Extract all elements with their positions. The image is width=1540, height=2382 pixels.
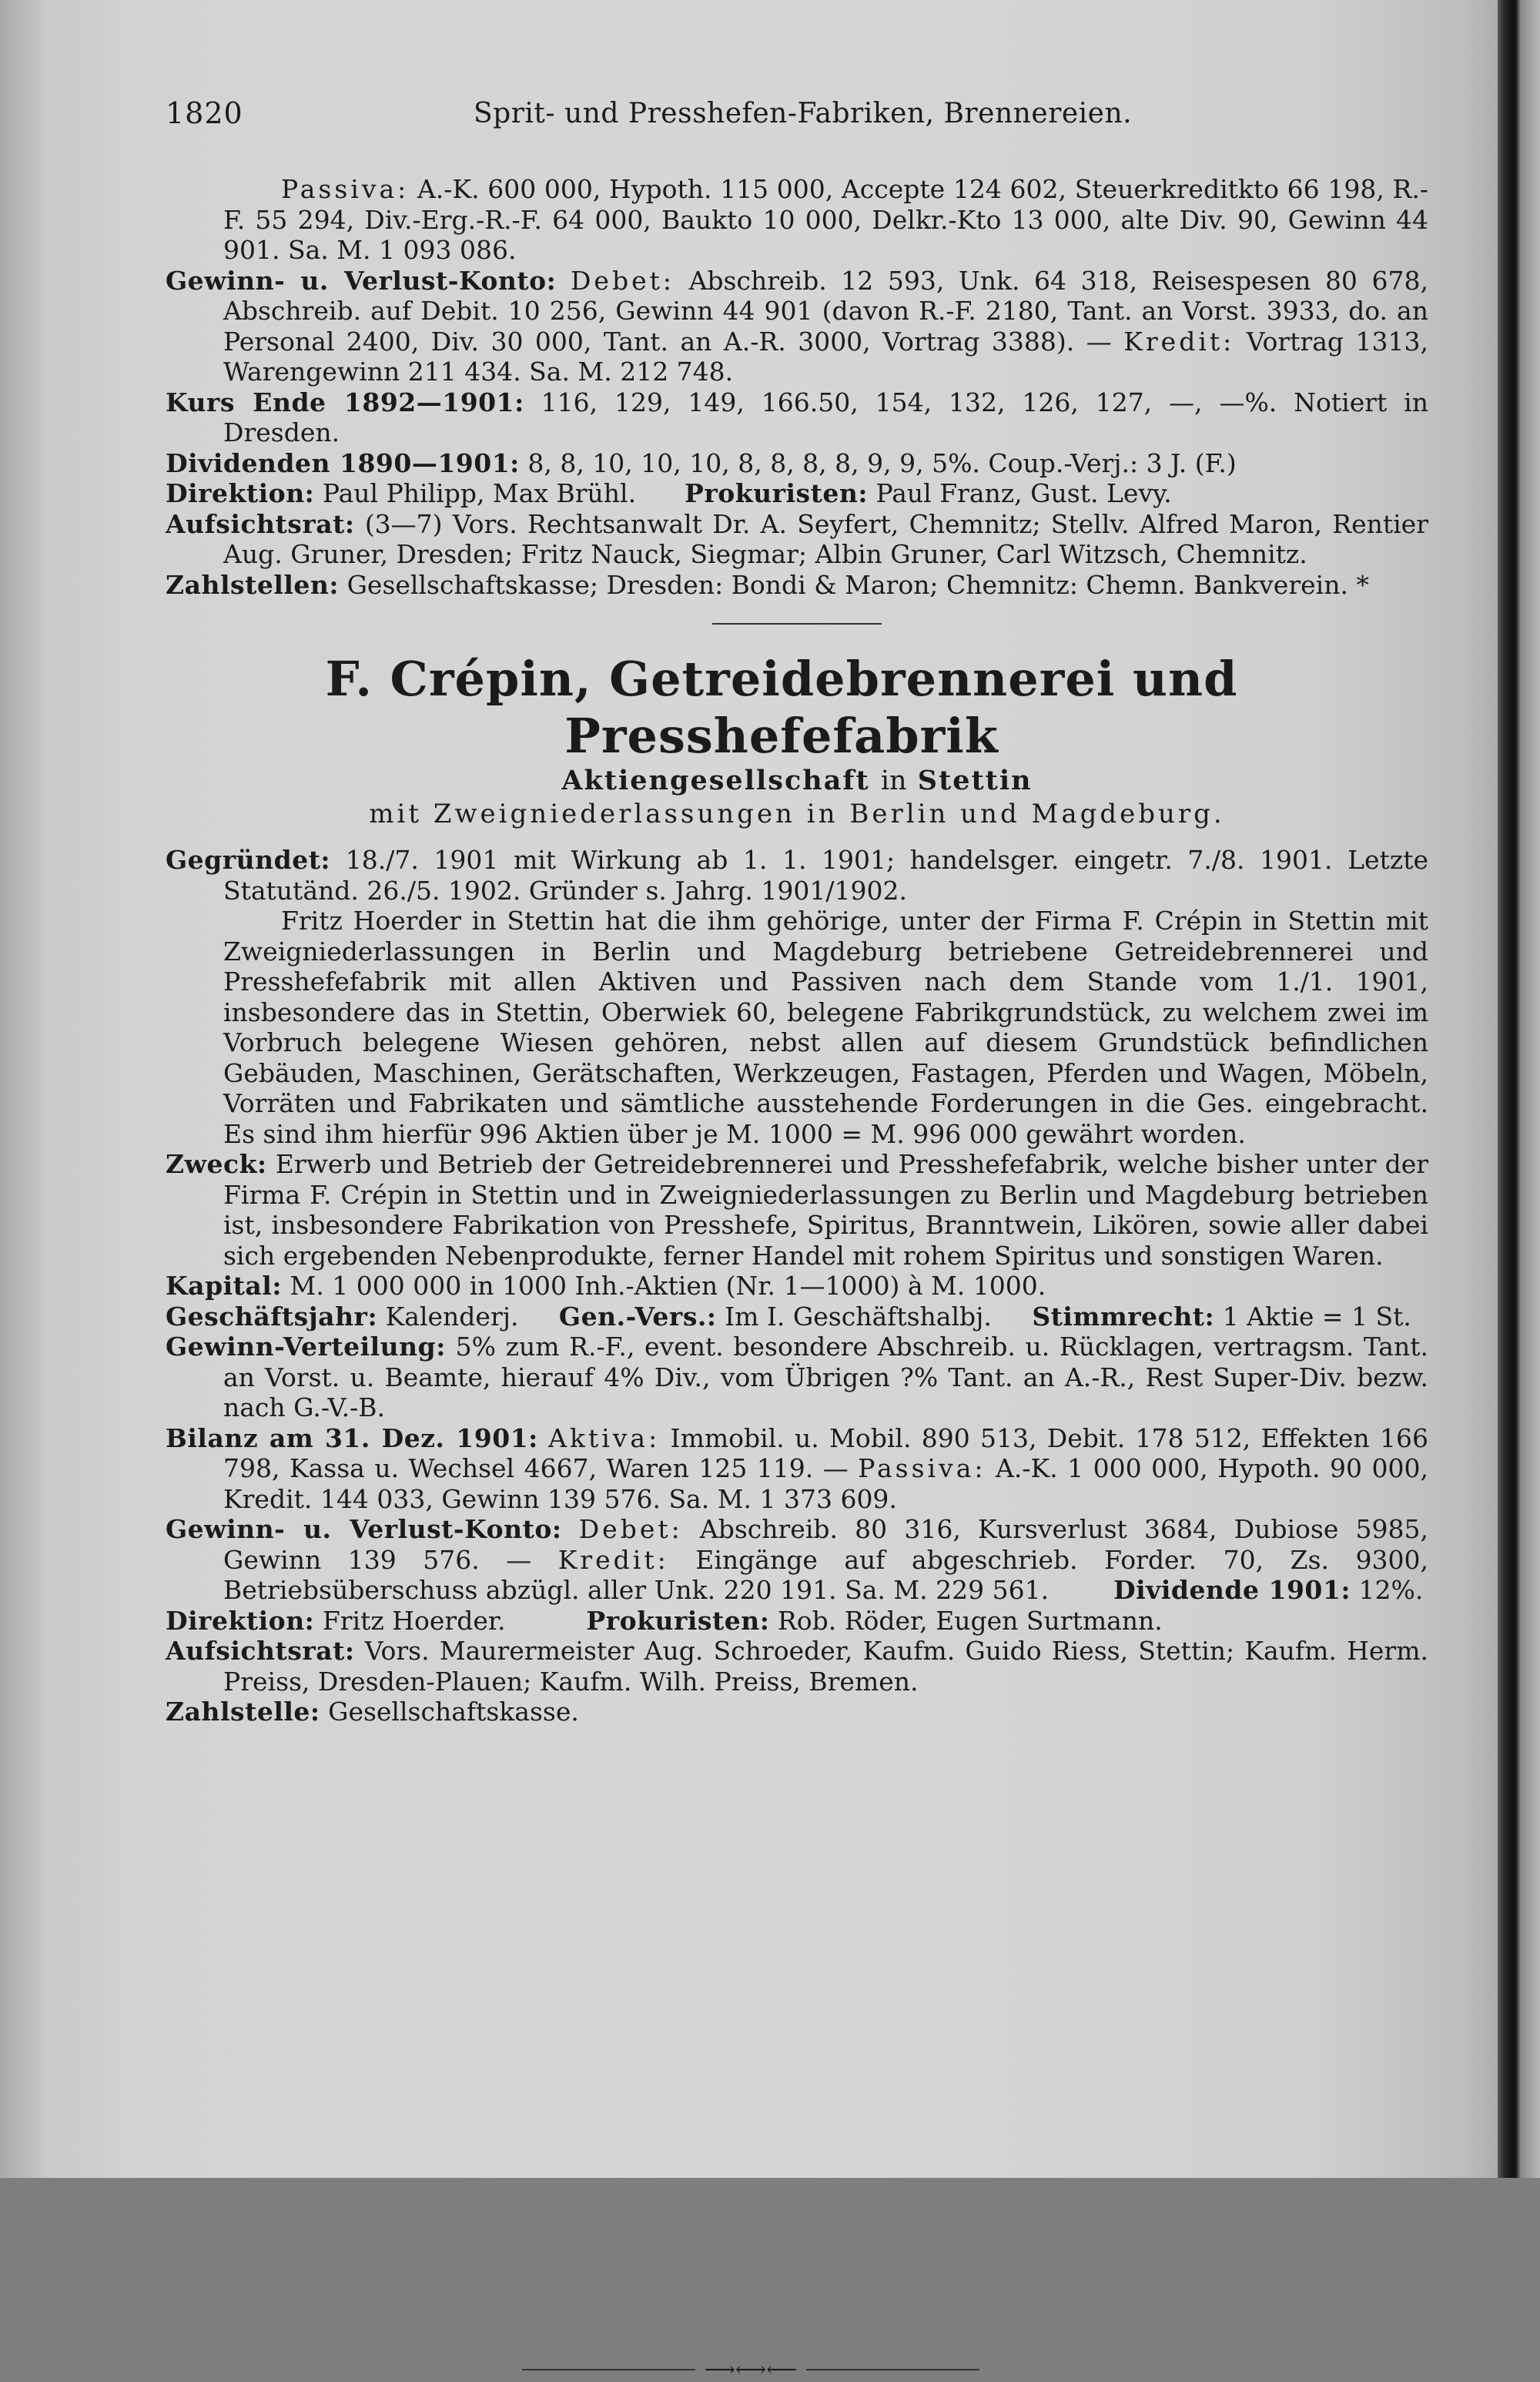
bilanz-passiva-text: A.-K. 1 000 000, Hypoth. 90 000, Kredit. 144 033, Gewinn 139 576. Sa. M. 1 373 609. xyxy=(223,1453,1428,1514)
gewinnverteilung-text: 5% zum R.-F., event. besondere Abschreib. u. Rücklagen, vertragsm. Tant. an Vorst. u. Beamte, hierauf 4% Div., vom Übrigen ?% Tant. an A.-R., Rest Super-Div. bezw. nach G.-V.-B. xyxy=(223,1332,1428,1422)
company-type-in: in xyxy=(880,766,907,796)
prev-direktion-text: Paul Philipp, Max Brühl. xyxy=(322,478,637,508)
prokuristen-label: Prokuristen: xyxy=(586,1605,770,1636)
stimmrecht-label: Stimmrecht: xyxy=(1032,1301,1215,1332)
zahlstelle-label: Zahlstelle: xyxy=(166,1697,320,1727)
end-ornament-line-right xyxy=(806,2369,979,2370)
prev-guv-debet-text: Abschreib. 12 593, Unk. 64 318, Reisespesen 80 678, Abschreib. auf Debit. 10 256, Gewinn 44 901 (davon R.-F. 2180, Tant. an Vorst. 3933, do. an Personal 2400, Div. 30 000, Tant. an A.-R. 3000, Vortrag 3388). — xyxy=(223,265,1428,357)
bilanz-passiva-label: Passiva: xyxy=(858,1453,986,1483)
guv-kredit-text: Eingänge auf abgeschrieb. Forder. 70, Zs. 9300, Betriebsüberschuss abzügl. aller Unk. 220 191. Sa. M. 229 561. xyxy=(223,1544,1428,1605)
end-ornament-line-left xyxy=(522,2369,695,2370)
geschaeftsjahr-label: Geschäftsjahr: xyxy=(166,1301,378,1332)
zahlstelle xyxy=(166,1697,1428,1727)
geschaeftsjahr xyxy=(166,1302,1428,1332)
gegruendet-text: 18./7. 1901 mit Wirkung ab 1. 1. 1901; handelsger. eingetr. 7./8. 1901. Letzte Statutänd. 26./5. 1902. Gründer s. Jahrg. 1901/1902. xyxy=(223,845,1428,906)
gegruendet-label: Gegründet: xyxy=(166,845,331,875)
company-type xyxy=(166,765,1428,797)
running-title: Sprit- und Presshefen-Fabriken, Brennereien. xyxy=(474,98,1133,129)
zweck-label: Zweck: xyxy=(166,1149,267,1179)
prev-kurs xyxy=(166,387,1428,448)
prev-passiva-label: Passiva: xyxy=(281,174,410,204)
page-header xyxy=(166,96,1428,137)
company-type-label: Aktiengesellschaft xyxy=(561,765,870,796)
dividende-text: 12%. xyxy=(1358,1575,1424,1605)
bilanz xyxy=(166,1423,1428,1515)
gewinnverteilung xyxy=(166,1332,1428,1423)
prev-prokuristen-label: Prokuristen: xyxy=(685,478,868,508)
page-content xyxy=(166,96,1428,2382)
guv-debet-label: Debet: xyxy=(578,1514,683,1544)
prev-guv-kredit-text: Vortrag 1313, Warengewinn 211 434. Sa. M. 212 748. xyxy=(223,326,1428,387)
dividende-label: Dividende 1901: xyxy=(1113,1575,1351,1605)
prev-dividenden-label: Dividenden 1890—1901: xyxy=(166,447,520,478)
zahlstelle-text: Gesellschaftskasse. xyxy=(328,1697,579,1727)
gruendung-details: Fritz Hoerder in Stettin hat die ihm gehörige, unter der Firma F. Crépin in Stettin mit Zweigniederlassungen in Berlin und Magdeburg betriebene Getreidebrennerei und Presshefefabrik mit allen Aktiven und Passiven nach dem Stande vom 1./1. 1901, insbesondere das in Stettin, Oberwiek 60, belegene Fabrikgrundstück, zu welchem zwei im Vorbruch belegene Wiesen gehören, nebst allen auf diesem Grundstück befindlichen Gebäuden, Maschinen, Gerätschaften, Werkzeugen, Fastagen, Pferden und Wagen, Möbeln, Vorräten und Fabrikaten und sämtliche ausstehende Forderungen in die Ges. eingebracht. Es sind ihm hierfür 996 Aktien über je M. 1000 = M. 996 000 gewährt worden. xyxy=(223,906,1428,1149)
prev-guv-debet-label: Debet: xyxy=(570,265,675,296)
prev-direktion xyxy=(166,478,1428,509)
bilanz-aktiva-text: Immobil. u. Mobil. 890 513, Debit. 178 512, Effekten 166 798, Kassa u. Wechsel 4667, Waren 125 119. — xyxy=(223,1422,1428,1483)
aufsichtsrat-label: Aufsichtsrat: xyxy=(166,1636,355,1666)
prev-aufsichtsrat-label: Aufsichtsrat: xyxy=(166,508,355,539)
gegruendet xyxy=(166,845,1428,906)
direktion xyxy=(166,1606,1428,1637)
genvers-text: Im I. Geschäftshalbj. xyxy=(725,1301,992,1332)
prev-aufsichtsrat xyxy=(166,509,1428,570)
end-ornament-symbol: ⟶⟷⟵ xyxy=(704,2356,798,2382)
kapital-text: M. 1 000 000 in 1000 Inh.-Aktien (Nr. 1—1000) à M. 1000. xyxy=(290,1271,1046,1301)
direktion-text: Fritz Hoerder. xyxy=(322,1605,506,1636)
kapital-label: Kapital: xyxy=(166,1271,283,1301)
prev-zahlstellen-label: Zahlstellen: xyxy=(166,569,340,600)
end-ornament xyxy=(73,2356,1428,2382)
company-name: F. Crépin, Getreidebrennerei und Presshefefabrik xyxy=(325,651,1238,764)
guv-kredit-label: Kredit: xyxy=(557,1544,669,1575)
aufsichtsrat-text: Vors. Maurermeister Aug. Schroeder, Kaufm. Guido Riess, Stettin; Kaufm. Herm. Preiss, Dresden-Plauen; Kaufm. Wilh. Preiss, Bremen. xyxy=(223,1636,1428,1697)
prev-guv-kredit-label: Kredit: xyxy=(1123,326,1235,357)
prev-aufsichtsrat-text: (3—7) Vors. Rechtsanwalt Dr. A. Seyfert, Chemnitz; Stellv. Alfred Maron, Rentier Aug. Gruner, Dresden; Fritz Nauck, Siegmar; Albin Gruner, Carl Witzsch, Chemnitz. xyxy=(223,508,1428,569)
guv xyxy=(166,1514,1428,1606)
stimmrecht-text: 1 Aktie = 1 St. xyxy=(1222,1301,1411,1332)
prev-dividenden-text: 8, 8, 10, 10, 10, 8, 8, 8, 8, 9, 9, 5%. Coup.-Verj.: 3 J. (F.) xyxy=(527,447,1237,478)
zweck-text: Erwerb und Betrieb der Getreidebrennerei und Presshefefabrik, welche bisher unter der Firma F. Crépin in Stettin und in Zweigniederlassungen zu Berlin und Magdeburg betrieben ist, insbesondere Fabrikation von Presshefe, Spiritus, Branntwein, Likören, sowie aller dabei sich ergebenden Nebenprodukte, ferner Handel mit rohem Spiritus und sonstigen Waren. xyxy=(223,1149,1428,1271)
bilanz-label: Bilanz am 31. Dez. 1901: xyxy=(166,1422,538,1453)
aufsichtsrat xyxy=(166,1636,1428,1697)
section-divider xyxy=(712,623,882,625)
prev-zahlstellen-text: Gesellschaftskasse; Dresden: Bondi & Maron; Chemnitz: Chemn. Bankverein. * xyxy=(346,569,1369,600)
gewinnverteilung-label: Gewinn-Verteilung: xyxy=(166,1332,446,1362)
kapital xyxy=(166,1271,1428,1302)
prev-kurs-text: 116, 129, 149, 166.50, 154, 132, 126, 127, —, —%. Notiert in Dresden. xyxy=(223,387,1428,447)
zweck xyxy=(166,1149,1428,1271)
book-spine-shadow xyxy=(1498,0,1540,2178)
prev-passiva-text: A.-K. 600 000, Hypoth. 115 000, Accepte 124 602, Steuerkreditkto 66 198, R.-F. 55 294, Div.-Erg.-R.-F. 64 000, Baukto 10 000, Delkr.-Kto 13 000, alte Div. 90, Gewinn 44 901. Sa. M. 1 093 086. xyxy=(223,174,1428,265)
prev-guv xyxy=(166,266,1428,387)
prev-passiva xyxy=(166,174,1428,266)
prev-kurs-label: Kurs Ende 1892—1901: xyxy=(166,387,524,417)
page-number: 1820 xyxy=(166,96,243,130)
geschaeftsjahr-text: Kalenderj. xyxy=(385,1301,519,1332)
direktion-label: Direktion: xyxy=(166,1605,315,1636)
prev-guv-label: Gewinn- u. Verlust-Konto: xyxy=(166,265,557,296)
company-branches: mit Zweigniederlassungen in Berlin und Magdeburg. xyxy=(369,799,1225,829)
company-city: Stettin xyxy=(917,765,1033,796)
prev-dividenden xyxy=(166,448,1428,479)
prev-prokuristen-text: Paul Franz, Gust. Levy. xyxy=(875,478,1172,508)
prev-zahlstellen xyxy=(166,570,1428,601)
genvers-label: Gen.-Vers.: xyxy=(558,1301,717,1332)
prokuristen-text: Rob. Röder, Eugen Surtmann. xyxy=(777,1605,1163,1636)
prev-direktion-label: Direktion: xyxy=(166,478,315,508)
guv-label: Gewinn- u. Verlust-Konto: xyxy=(166,1514,562,1544)
bilanz-aktiva-label: Aktiva: xyxy=(548,1422,661,1453)
guv-debet-text: Abschreib. 80 316, Kursverlust 3684, Dubiose 5985, Gewinn 139 576. — xyxy=(223,1514,1428,1575)
